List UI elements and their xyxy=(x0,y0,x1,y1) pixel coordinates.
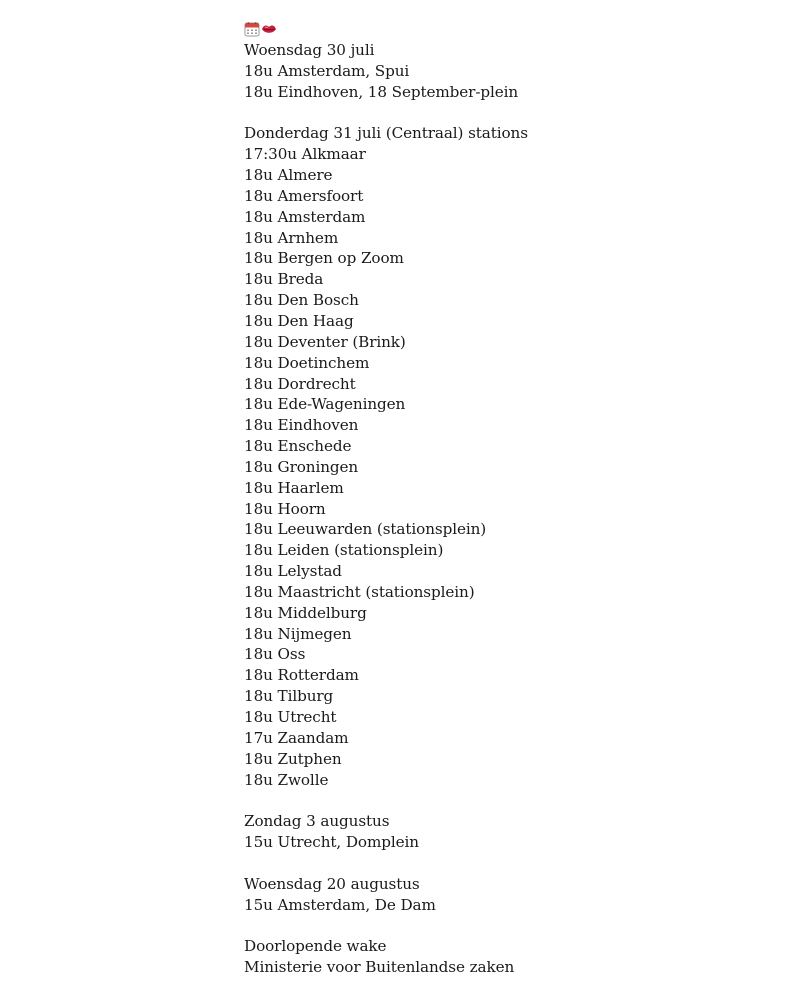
spacer xyxy=(244,915,764,936)
schedule-item: 18u Ede-Wageningen xyxy=(244,395,406,414)
schedule-item: 15u Amsterdam, De Dam xyxy=(244,895,436,914)
schedule-item: 18u Tilburg xyxy=(244,687,334,706)
schedule-item: 18u Oss xyxy=(244,645,306,664)
schedule-item: 18u Hoorn xyxy=(244,499,326,518)
schedule-item: 18u Haarlem xyxy=(244,478,344,497)
schedule-item: 18u Eindhoven xyxy=(244,416,359,435)
schedule-item: 18u Leeuwarden (stationsplein) xyxy=(244,520,487,539)
schedule-item: 18u Lelystad xyxy=(244,562,342,581)
section-heading: Donderdag 31 juli (Centraal) stations xyxy=(244,124,528,143)
schedule-item: 18u Middelburg xyxy=(244,603,367,622)
schedule-item: 18u Almere xyxy=(244,166,333,185)
section-heading: Woensdag 20 augustus xyxy=(244,874,420,893)
schedule-item: 18u Zutphen xyxy=(244,749,342,768)
section-heading: Woensdag 30 juli xyxy=(244,41,375,59)
section-woensdag-30-juli xyxy=(244,40,764,103)
schedule-item: 18u Utrecht xyxy=(244,708,337,726)
section-woensdag-20-augustus xyxy=(244,874,764,916)
schedule-item: 18u Leiden (stationsplein) xyxy=(244,541,444,560)
schedule-item: 18u Breda xyxy=(244,270,324,289)
schedule-document xyxy=(244,18,764,978)
schedule-item: 18u Amersfoort xyxy=(244,186,364,205)
schedule-item: 17:30u Alkmaar xyxy=(244,145,366,164)
schedule-item: 18u Arnhem xyxy=(244,228,339,247)
schedule-item: 18u Eindhoven, 18 September-plein xyxy=(244,82,519,101)
schedule-item: 18u Zwolle xyxy=(244,770,329,789)
section-heading: Doorlopende wake xyxy=(244,937,387,956)
schedule-item: 18u Nijmegen xyxy=(244,624,352,643)
schedule-item: Ministerie voor Buitenlandse zaken xyxy=(244,958,515,977)
section-heading: Zondag 3 augustus xyxy=(244,812,390,831)
schedule-item: 18u Doetinchem xyxy=(244,353,370,372)
schedule-item: 17u Zaandam xyxy=(244,728,349,747)
emoji-row xyxy=(244,18,764,40)
schedule-item: 18u Den Bosch xyxy=(244,291,359,310)
section-doorlopende-wake xyxy=(244,936,764,978)
schedule-item: 18u Maastricht (stationsplein) xyxy=(244,582,475,601)
schedule-item: 18u Amsterdam xyxy=(244,207,366,226)
schedule-item: 18u Bergen op Zoom xyxy=(244,249,404,268)
schedule-item: 18u Den Haag xyxy=(244,311,354,330)
section-zondag-3-augustus xyxy=(244,811,764,853)
spacer xyxy=(244,790,764,811)
schedule-item: 18u Amsterdam, Spui xyxy=(244,61,410,80)
schedule-item: 18u Deventer (Brink) xyxy=(244,332,406,351)
spacer xyxy=(244,103,764,124)
spacer xyxy=(244,853,764,874)
schedule-item: 18u Groningen xyxy=(244,457,359,476)
calendar-icon xyxy=(244,21,260,37)
schedule-item: 18u Enschede xyxy=(244,437,352,456)
schedule-item: 18u Rotterdam xyxy=(244,666,359,685)
lips-icon xyxy=(261,21,277,37)
schedule-item: 18u Dordrecht xyxy=(244,374,356,393)
schedule-item: 15u Utrecht, Domplein xyxy=(244,833,419,852)
section-donderdag-31-juli xyxy=(244,123,764,790)
